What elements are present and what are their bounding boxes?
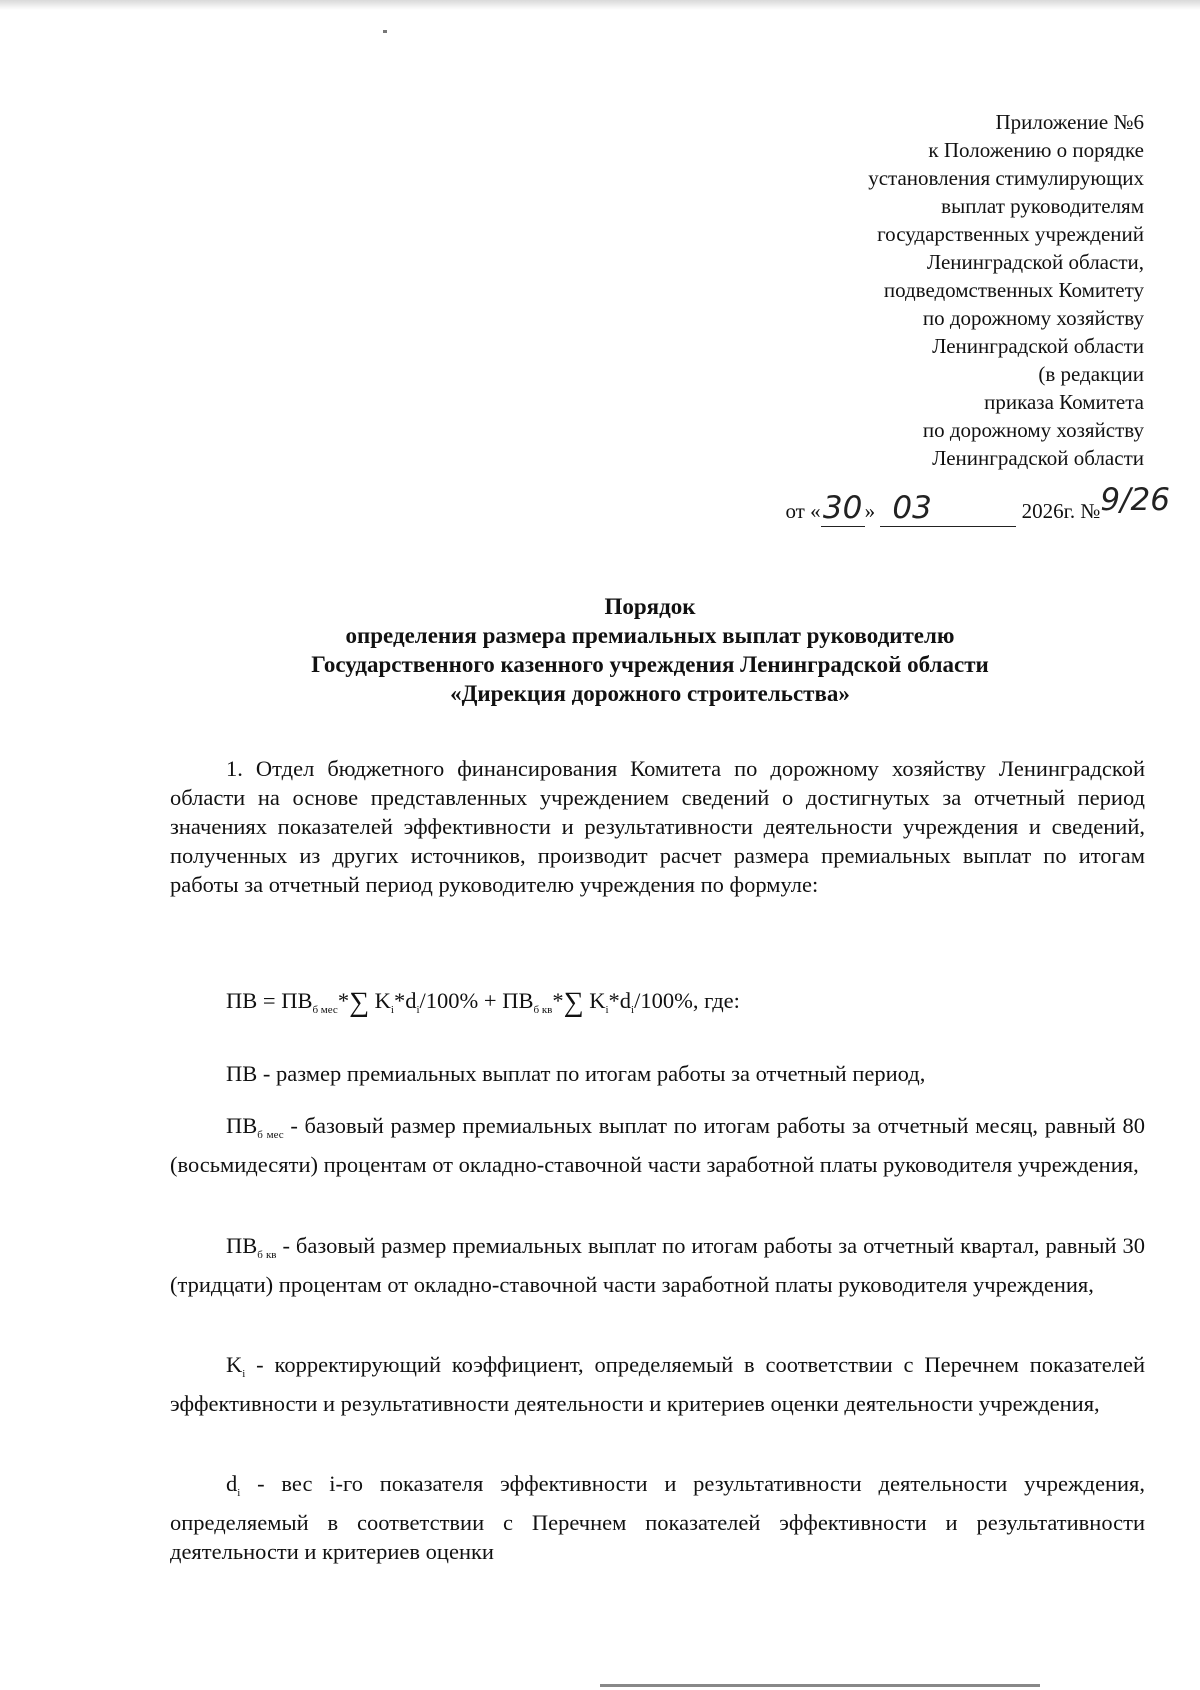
scan-speck [383,30,387,33]
title-line: Государственного казенного учреждения Ленинградской области [311,652,989,677]
definition-text: - базовый размер премиальных выплат по итогам работы за отчетный месяц, равный 80 (восьмидесяти) процентам от окладно-ставочной части заработной платы руководителя учреждения, [170,1113,1145,1177]
formula-d: d [405,988,417,1013]
title-line: Порядок [604,594,696,619]
definition-pv [170,1059,1145,1088]
date-prefix: от « [785,499,821,523]
title-line: «Дирекция дорожного строительства» [450,681,850,706]
appendix-line: выплат руководителям [941,194,1144,218]
formula-mult: * [608,988,620,1013]
handwritten-day: 30 [821,490,865,527]
premium-formula [226,987,740,1019]
formula-mult: * [393,988,406,1013]
symbol: K [226,1352,243,1377]
appendix-line: подведомственных Комитету [883,278,1144,302]
symbol: d [226,1471,238,1496]
definition-pv-quarter [170,1231,1145,1299]
formula-mult: * [552,988,564,1013]
appendix-line: Приложение №6 [995,110,1144,134]
formula-k: K [374,988,391,1013]
appendix-line: Ленинградской области [932,446,1144,470]
formula-d-index: i [631,1004,635,1016]
definition-text: - базовый размер премиальных выплат по итогам работы за отчетный квартал, равный 30 (тридцати) процентам от окладно-ставочной части заработной платы руководителя учреждения, [170,1233,1145,1297]
formula-sub-month: б мес [312,1004,338,1016]
definition-d [170,1469,1145,1566]
paragraph-1 [170,754,1145,899]
definition-pv-month [170,1111,1145,1179]
formula-k-index: i [390,1004,394,1016]
scan-bottom-edge [600,1684,1040,1687]
formula-k: K [589,988,606,1013]
appendix-line: (в редакции [1038,362,1144,386]
date-separator: » [864,499,876,523]
definition-k [170,1350,1145,1418]
definition-pv-text: ПВ - размер премиальных выплат по итогам работы за отчетный период, [226,1061,926,1086]
definition-text: - вес i-го показателя эффективности и результативности деятельности учреждения, определяемый в соответствии с Перечнем показателей эффективности и результативности деятельности и критериев оценки [170,1471,1145,1564]
appendix-header [868,108,1144,472]
definition-text: - корректирующий коэффициент, определяемый в соответствии с Перечнем показателей эффективности и результативности деятельности и критериев оценки деятельности учреждения, [170,1352,1145,1416]
handwritten-order-number: 9/26 [1100,482,1170,518]
formula-sum: ∑ [563,987,584,1018]
symbol: ПВ [226,1113,258,1138]
symbol-subscript: i [242,1368,246,1380]
appendix-line: по дорожному хозяйству [922,306,1144,330]
symbol-subscript: б мес [257,1129,284,1141]
document-title [150,592,1150,708]
paragraph-1-text: 1. Отдел бюджетного финансирования Комитета по дорожному хозяйству Ленинградской области на основе представленных учреждением сведений о достигнутых за отчетный период значениях показателей эффективности и результативности деятельности учреждения и сведений, полученных из других источников, производит расчет размера премиальных выплат по итогам работы за отчетный период руководителю учреждения по формуле: [170,756,1145,897]
title-line: определения размера премиальных выплат руководителю [345,623,955,648]
formula-sum: ∑ [349,987,370,1018]
order-date-line [785,482,1170,527]
symbol-subscript: i [237,1487,241,1499]
appendix-line: Ленинградской области, [926,250,1144,274]
appendix-line: установления стимулирующих [868,166,1144,190]
appendix-line: по дорожному хозяйству [922,418,1144,442]
appendix-line: Ленинградской области [932,334,1144,358]
formula-d-index: i [416,1004,420,1016]
symbol-subscript: б кв [257,1249,277,1261]
formula-tail: /100%, где: [634,988,740,1013]
handwritten-month: 03 [880,490,1016,527]
appendix-line: к Положению о порядке [928,138,1144,162]
formula-d: d [619,988,632,1013]
appendix-line: приказа Комитета [984,390,1144,414]
formula-middle: /100% + ПВ [419,988,534,1013]
year-and-number-label: 2026г. № [1021,499,1101,523]
formula-k-index: i [605,1004,609,1016]
appendix-line: государственных учреждений [877,222,1144,246]
formula-sub-quarter: б кв [533,1004,553,1016]
formula-lhs: ПВ = ПВ [226,988,313,1013]
scan-top-edge [0,0,1200,10]
symbol: ПВ [226,1233,258,1258]
formula-mult: * [337,988,350,1013]
